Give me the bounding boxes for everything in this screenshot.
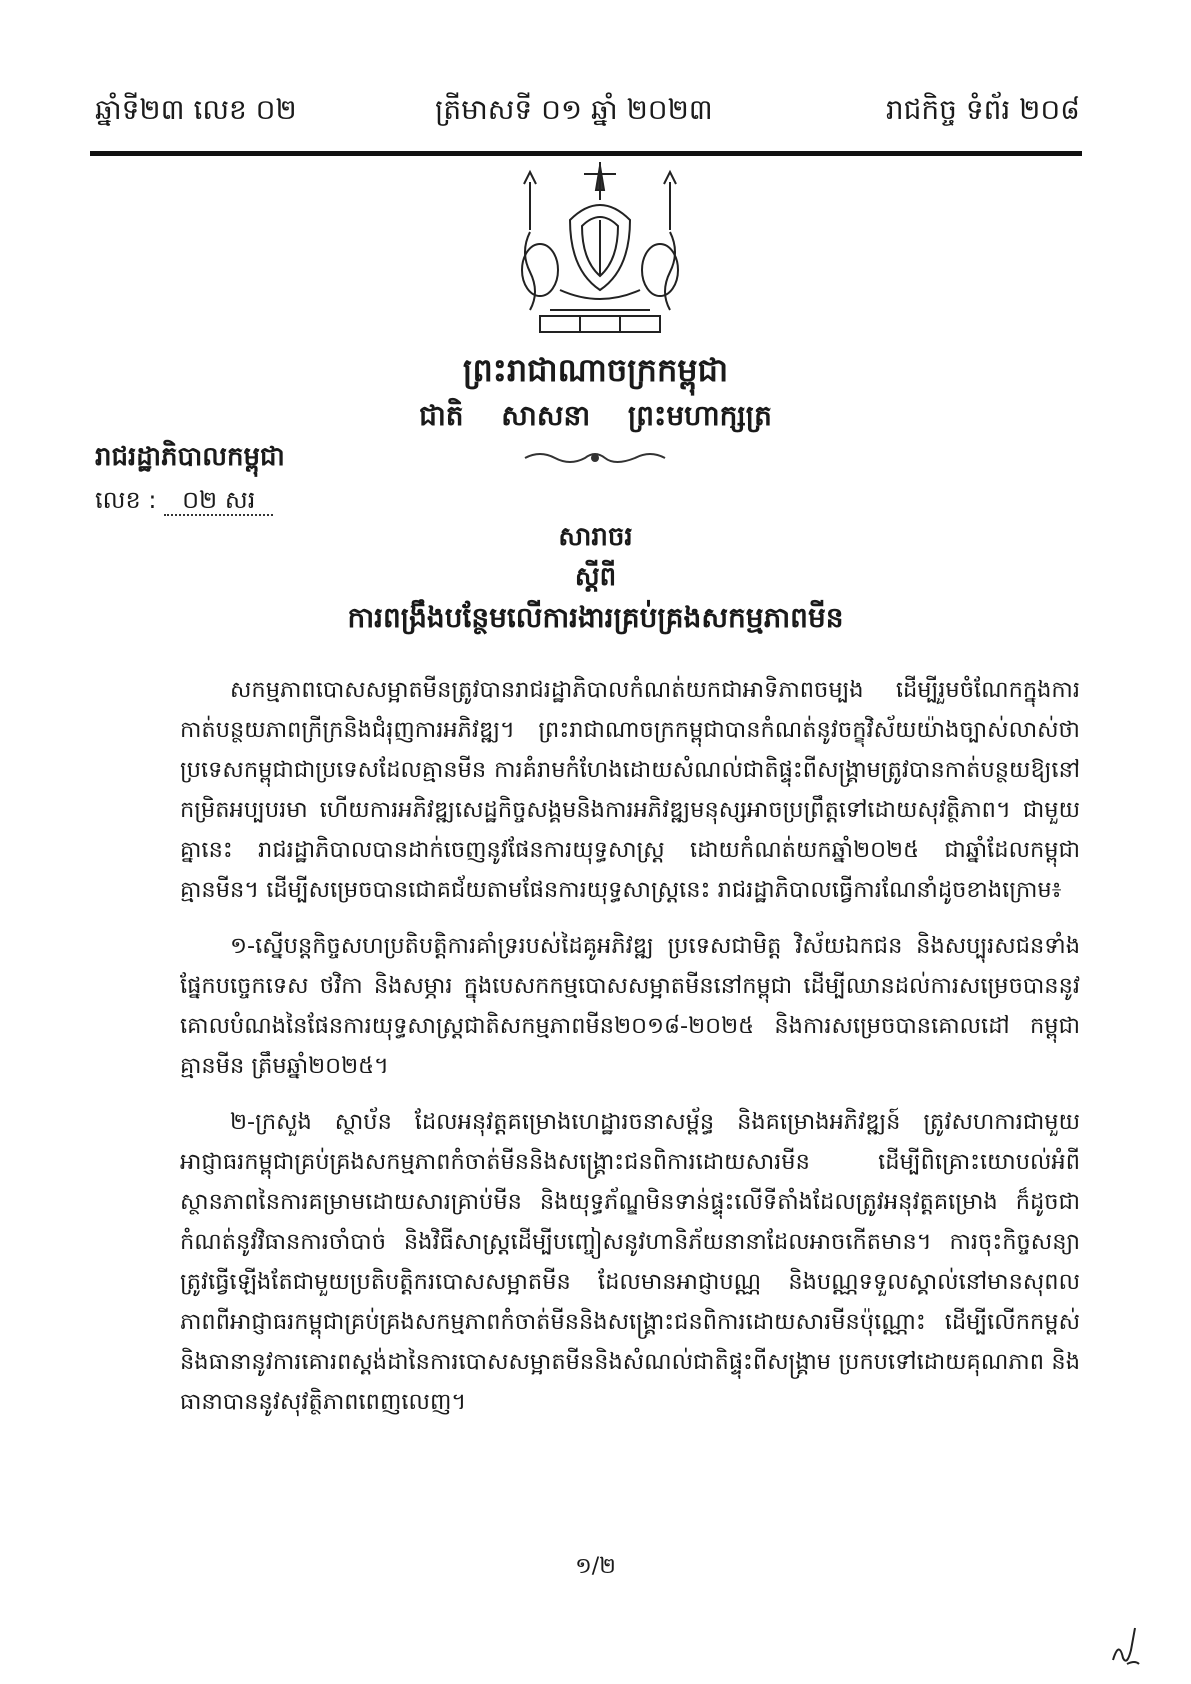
page-number: ១/២	[575, 1554, 616, 1579]
gazette-header	[95, 92, 1080, 140]
kingdom-name: ព្រះរាជាណាចក្រកម្ពុជា	[462, 351, 729, 389]
kingdom-motto: ជាតិ សាសនា ព្រះមហាក្សត្រ	[419, 399, 772, 432]
body-paragraph-2: ១-ស្នើបន្តកិច្ចសហប្រតិបត្តិការគាំទ្ររបស់ដៃគូអភិវឌ្ឍ ប្រទេសជាមិត្ត វិស័យឯកជន និងសប្បុរសជនទាំងផ្នែកបច្ចេកទេស ថវិកា និងសម្ភារ ក្នុងបេសកកម្មបោសសម្អាតមីននៅកម្ពុជា ដើម្បីឈានដល់ការសម្រេចបាននូវគោលបំណងនៃផែនការយុទ្ធសាស្ត្រជាតិសកម្មភាពមីន២០១៨-២០២៥ និងការសម្រេចបានគោលដៅ កម្ពុជាគ្មានមីន ត្រឹមឆ្នាំ២០២៥។	[180, 933, 1080, 1079]
ornament-divider	[520, 448, 670, 468]
header-rule	[90, 151, 1082, 156]
document-number-value: ០២ សរ	[164, 486, 273, 516]
body-paragraph-3: ២-ក្រសួង ស្ថាប័ន ដែលអនុវត្តគម្រោងហេដ្ឋារចនាសម្ព័ន្ធ និងគម្រោងអភិវឌ្ឍន៍ ត្រូវសហការជាមួយអាជ្ញាធរកម្ពុជាគ្រប់គ្រងសកម្មភាពកំចាត់មីននិងសង្គ្រោះជនពិការដោយសារមីន ដើម្បីពិគ្រោះយោបល់អំពីស្ថានភាពនៃការគម្រាមដោយសារគ្រាប់មីន និងយុទ្ធភ័ណ្ឌមិនទាន់ផ្ទុះលើទីតាំងដែលត្រូវអនុវត្តគម្រោង ក៏ដូចជាកំណត់នូវវិធានការចាំបាច់ និងវិធីសាស្ត្រដើម្បីបញ្ចៀសនូវហានិភ័យនានាដែលអាចកើតមាន។ ការចុះកិច្ចសន្យា ត្រូវធ្វើឡើងតែជាមួយប្រតិបត្តិករបោសសម្អាតមីន ដែលមានអាជ្ញាបណ្ណ និងបណ្ណទទួលស្គាល់នៅមានសុពលភាពពីអាជ្ញាធរកម្ពុជាគ្រប់គ្រងសកម្មភាពកំចាត់មីននិងសង្គ្រោះជនពិការដោយសារមីនប៉ុណ្ណោះ ដើម្បីលើកកម្ពស់ និងធានានូវការគោរពស្តង់ដានៃការបោសសម្អាតមីននិងសំណល់ជាតិផ្ទុះពីសង្គ្រាម ប្រកបទៅដោយគុណភាព និងធានាបាននូវសុវត្ថិភាពពេញលេញ។	[180, 1109, 1080, 1415]
document-body	[180, 670, 1080, 1438]
body-paragraph-1: សកម្មភាពបោសសម្អាតមីនត្រូវបានរាជរដ្ឋាភិបាលកំណត់យកជាអាទិភាពចម្បង ដើម្បីរួមចំណែកក្នុងការកាត់បន្ថយភាពក្រីក្រនិងជំរុញការអភិវឌ្ឍ។ ព្រះរាជាណាចក្រកម្ពុជាបានកំណត់នូវចក្ខុវិស័យយ៉ាងច្បាស់លាស់ថា ប្រទេសកម្ពុជាជាប្រទេសដែលគ្មានមីន ការគំរាមកំហែងដោយសំណល់ជាតិផ្ទុះពីសង្គ្រាមត្រូវបានកាត់បន្ថយឱ្យនៅកម្រិតអប្បបរមា ហើយការអភិវឌ្ឍសេដ្ឋកិច្ចសង្គមនិងការអភិវឌ្ឍមនុស្សអាចប្រព្រឹត្តទៅដោយសុវត្ថិភាព។ ជាមួយគ្នានេះ រាជរដ្ឋាភិបាលបានដាក់ចេញនូវផែនការយុទ្ធសាស្ត្រ ដោយកំណត់យកឆ្នាំ២០២៥ ជាឆ្នាំដែលកម្ពុជាគ្មានមីន។ ដើម្បីសម្រេចបានជោគជ័យតាមផែនការយុទ្ធសាស្ត្រនេះ រាជរដ្ឋាភិបាលធ្វើការណែនាំដូចខាងក្រោម៖	[180, 677, 1080, 903]
gazette-date: ត្រីមាសទី ០១ ឆ្នាំ ២០២៣	[435, 93, 713, 126]
handwritten-initials	[1105, 1620, 1145, 1670]
issuer-name: រាជរដ្ឋាភិបាលកម្ពុជា	[95, 442, 285, 472]
gazette-page-label: រាជកិច្ច ទំព័រ ២០៨	[885, 93, 1080, 126]
document-subject: ការពង្រឹងបន្ថែមលើការងារគ្រប់គ្រងសកម្មភាពមីន	[347, 601, 844, 634]
document-number-label: លេខ :	[95, 486, 157, 514]
gazette-year-issue: ឆ្នាំទី២៣ លេខ ០២	[95, 93, 297, 126]
document-about: ស្តីពី	[574, 562, 617, 592]
royal-coat-of-arms-emblem	[500, 160, 700, 344]
document-number	[95, 485, 273, 520]
document-type: សារាចរ	[558, 522, 633, 552]
